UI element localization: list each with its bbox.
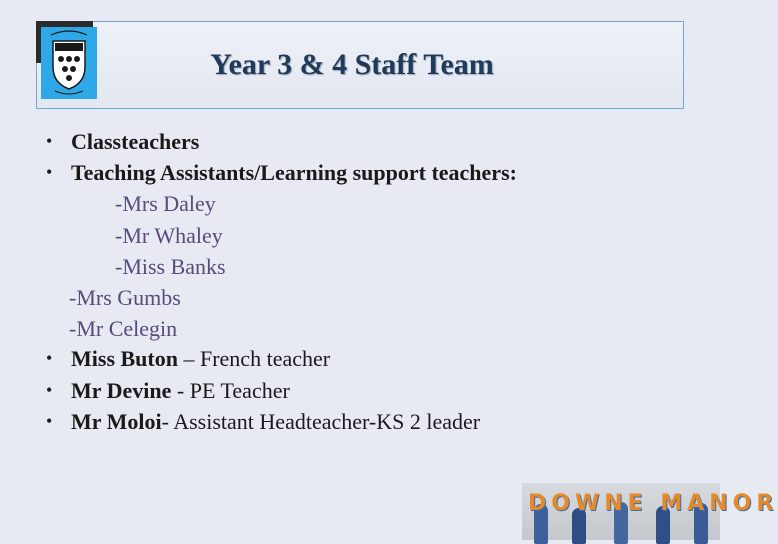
list-item: -Miss Banks [115,254,226,279]
photo-banner-text: DOWNE MANOR [528,491,778,516]
list-item: -Mrs Gumbs [69,285,181,310]
page-title: Year 3 & 4 Staff Team [210,48,494,81]
list-item: Teaching Assistants/Learning support teachers: [71,160,517,185]
list-item: Classteachers [71,129,200,154]
list-item: -Mr Celegin [69,316,178,341]
bullet-icon: • [46,380,53,400]
school-photo [522,483,778,540]
list-item: Miss Buton – French teacher [71,346,331,371]
list-item: Mr Devine - PE Teacher [71,378,290,403]
bullet-icon: • [46,162,53,182]
bullet-icon: • [46,411,53,431]
bullet-icon: • [46,348,53,368]
bullet-icon: • [46,131,53,151]
school-crest-icon [41,27,97,99]
list-item: -Mr Whaley [115,223,223,248]
list-item: -Mrs Daley [115,191,216,216]
list-item: Mr Moloi- Assistant Headteacher-KS 2 leader [71,409,481,434]
